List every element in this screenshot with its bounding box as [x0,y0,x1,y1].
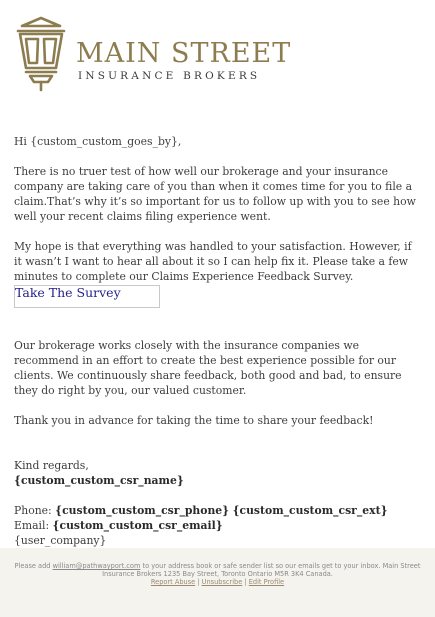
link-separator: | [244,578,247,587]
report-abuse-link[interactable]: Report Abuse [150,578,196,587]
greeting: Hi {custom_custom_goes_by}, [14,135,182,148]
unsubscribe-link[interactable]: Unsubscribe [201,578,243,587]
footer-prefix: Please add [14,562,51,570]
thanks-paragraph: Thank you in advance for taking the time to share your feedback! [14,414,374,427]
footer-notice [6,562,429,578]
csr-name: {custom_custom_csr_name} [14,474,184,487]
signoff: Kind regards, [14,459,89,472]
link-separator: | [197,578,200,587]
user-company: {user_company} [14,534,107,547]
brand-logo [12,16,292,94]
take-survey-button[interactable]: Take The Survey [14,285,160,308]
request-paragraph: My hope is that everything was handled to your satisfaction. However, if it wasn’t I want to hear all about it so I can help fix it. Please take a few minutes to complete our Claims Experience Feedback Survey. [14,240,412,283]
phone-line [14,503,420,518]
sender-email-link[interactable]: william@pathwayport.com [52,562,141,570]
csr-ext: {custom_custom_csr_ext} [232,504,388,517]
brand-tagline: INSURANCE BROKERS [78,70,261,82]
csr-email: {custom_custom_csr_email} [52,519,223,532]
intro-paragraph: There is no truer test of how well our brokerage and your insurance company are taking care of you than when it comes time for you to file a claim.That’s why it’s so important for us to follow up with you to see how well your recent claims filing experience went. [14,165,416,223]
email-header [0,0,435,110]
footer-suffix: to your address book or safe sender list so our emails get to your inbox. Main Street Insurance Brokers 1235 Bay Street, Toronto Ontario M5R 3K4 Canada. [102,562,421,579]
footer-links [6,578,429,586]
edit-profile-link[interactable]: Edit Profile [248,578,285,587]
phone-label: Phone: [14,504,52,517]
brand-name: MAIN STREET [76,38,292,69]
lantern-icon [12,16,70,92]
csr-phone: {custom_custom_csr_phone} [55,504,230,517]
email-line [14,518,420,533]
brokerage-paragraph: Our brokerage works closely with the insurance companies we recommend in an effort to create the best experience possible for our clients. We continuously share feedback, both good and bad, to ensure they do right by you, our valued customer. [14,339,402,397]
email-label: Email: [14,519,50,532]
email-body [14,134,420,548]
email-footer [0,548,435,617]
